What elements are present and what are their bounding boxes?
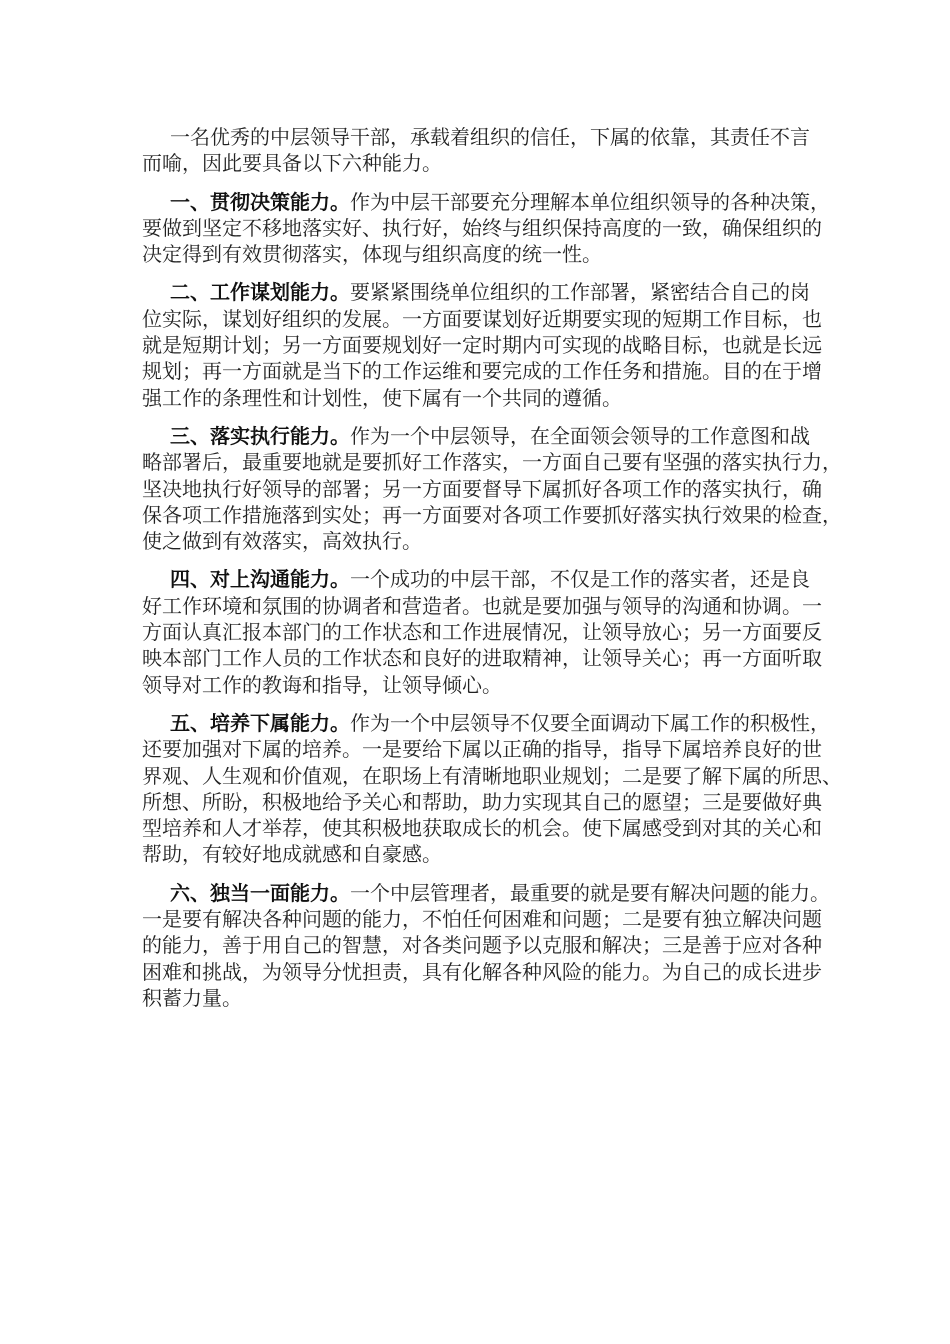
line-text: 位实际，谋划好组织的发展。一方面要谋划好近期要实现的短期工作目标，也	[142, 306, 822, 331]
paragraph	[142, 189, 830, 268]
text-line	[142, 279, 810, 305]
text-line	[142, 985, 810, 1011]
text-line	[142, 593, 822, 619]
paragraph	[142, 124, 810, 177]
text-line	[142, 189, 830, 215]
text-line	[142, 815, 822, 841]
line-text: 作为中层干部要充分理解本单位组织领导的各种决策，	[350, 189, 830, 214]
text-line	[142, 358, 822, 384]
line-text: 规划；再一方面就是当下的工作运维和要完成的工作任务和措施。目的在于增	[142, 359, 822, 384]
paragraph	[142, 423, 842, 554]
line-text: 要紧紧围绕单位组织的工作部署，紧密结合自己的岗	[350, 280, 810, 305]
line-text: 保各项工作措施落到实处；再一方面要对各项工作要抓好落实执行效果的检查，	[142, 502, 842, 527]
section-heading: 六、独当一面能力。	[170, 880, 350, 905]
line-text: 要做到坚定不移地落实好、执行好，始终与组织保持高度的一致，确保组织的	[142, 215, 822, 240]
line-text: 映本部门工作人员的工作状态和良好的进取精神，让领导关心；再一方面听取	[142, 646, 822, 671]
text-line	[142, 932, 822, 958]
line-text: 而喻，因此要具备以下六种能力。	[142, 151, 442, 176]
section-heading: 三、落实执行能力。	[170, 423, 350, 448]
text-line	[142, 710, 830, 736]
line-text: 还要加强对下属的培养。一是要给下属以正确的指导，指导下属培养良好的世	[142, 737, 822, 762]
line-text: 领导对工作的教诲和指导，让领导倾心。	[142, 672, 502, 697]
line-text: 强工作的条理性和计划性，使下属有一个共同的遵循。	[142, 385, 622, 410]
section-heading: 四、对上沟通能力。	[170, 567, 350, 592]
line-text: 一个中层管理者，最重要的就是要有解决问题的能力。	[350, 880, 830, 905]
text-line	[142, 736, 822, 762]
paragraph	[142, 279, 822, 410]
text-line	[142, 645, 822, 671]
line-text: 界观、人生观和价值观，在职场上有清晰地职业规划；二是要了解下属的所思、	[142, 763, 842, 788]
text-line	[142, 763, 842, 789]
text-line	[142, 880, 830, 906]
line-text: 就是短期计划；另一方面要规划好一定时期内可实现的战略目标，也就是长远	[142, 333, 822, 358]
text-line	[142, 502, 842, 528]
line-text: 作为一个中层领导，在全面领会领导的工作意图和战	[350, 423, 810, 448]
line-text: 一是要有解决各种问题的能力，不怕任何困难和问题；二是要有独立解决问题	[142, 907, 822, 932]
line-text: 一个成功的中层干部，不仅是工作的落实者，还是良	[350, 567, 810, 592]
line-text: 方面认真汇报本部门的工作状态和工作进展情况，让领导放心；另一方面要反	[142, 620, 822, 645]
line-text: 型培养和人才举荐，使其积极地获取成长的机会。使下属感受到对其的关心和	[142, 816, 822, 841]
line-text: 好工作环境和氛围的协调者和营造者。也就是要加强与领导的沟通和协调。一	[142, 593, 822, 618]
section-heading: 二、工作谋划能力。	[170, 280, 350, 305]
text-line	[142, 306, 822, 332]
line-text: 作为一个中层领导不仅要全面调动下属工作的积极性，	[350, 710, 830, 735]
line-text: 使之做到有效落实，高效执行。	[142, 529, 422, 554]
line-text: 的能力，善于用自己的智慧，对各类问题予以克服和解决；三是善于应对各种	[142, 933, 822, 958]
line-text: 一名优秀的中层领导干部，承载着组织的信任，下属的依靠，其责任不言	[170, 125, 810, 149]
text-line	[142, 385, 810, 411]
paragraph	[142, 710, 842, 868]
section-heading: 五、培养下属能力。	[170, 710, 350, 735]
text-line	[142, 619, 822, 645]
document-body	[142, 124, 842, 1023]
line-text: 决定得到有效贯彻落实，体现与组织高度的统一性。	[142, 242, 602, 267]
line-text: 困难和挑战，为领导分忧担责，具有化解各种风险的能力。为自己的成长进步	[142, 959, 822, 984]
text-line	[142, 423, 810, 449]
text-line	[142, 841, 810, 867]
line-text: 积蓄力量。	[142, 985, 242, 1010]
paragraph	[142, 880, 830, 1011]
text-line	[142, 672, 810, 698]
text-line	[142, 124, 810, 150]
section-heading: 一、贯彻决策能力。	[170, 189, 350, 214]
text-line	[142, 449, 842, 475]
text-line	[142, 528, 810, 554]
line-text: 坚决地执行好领导的部署；另一方面要督导下属抓好各项工作的落实执行，确	[142, 476, 822, 501]
line-text: 略部署后，最重要地就是要抓好工作落实，一方面自己要有坚强的落实执行力，	[142, 450, 842, 475]
line-text: 所想、所盼，积极地给予关心和帮助，助力实现其自己的愿望；三是要做好典	[142, 789, 822, 814]
text-line	[142, 150, 810, 176]
text-line	[142, 959, 822, 985]
paragraph	[142, 566, 822, 697]
text-line	[142, 906, 822, 932]
text-line	[142, 566, 810, 592]
line-text: 帮助，有较好地成就感和自豪感。	[142, 842, 442, 867]
text-line	[142, 476, 822, 502]
text-line	[142, 241, 810, 267]
text-line	[142, 789, 822, 815]
text-line	[142, 332, 822, 358]
text-line	[142, 215, 822, 241]
